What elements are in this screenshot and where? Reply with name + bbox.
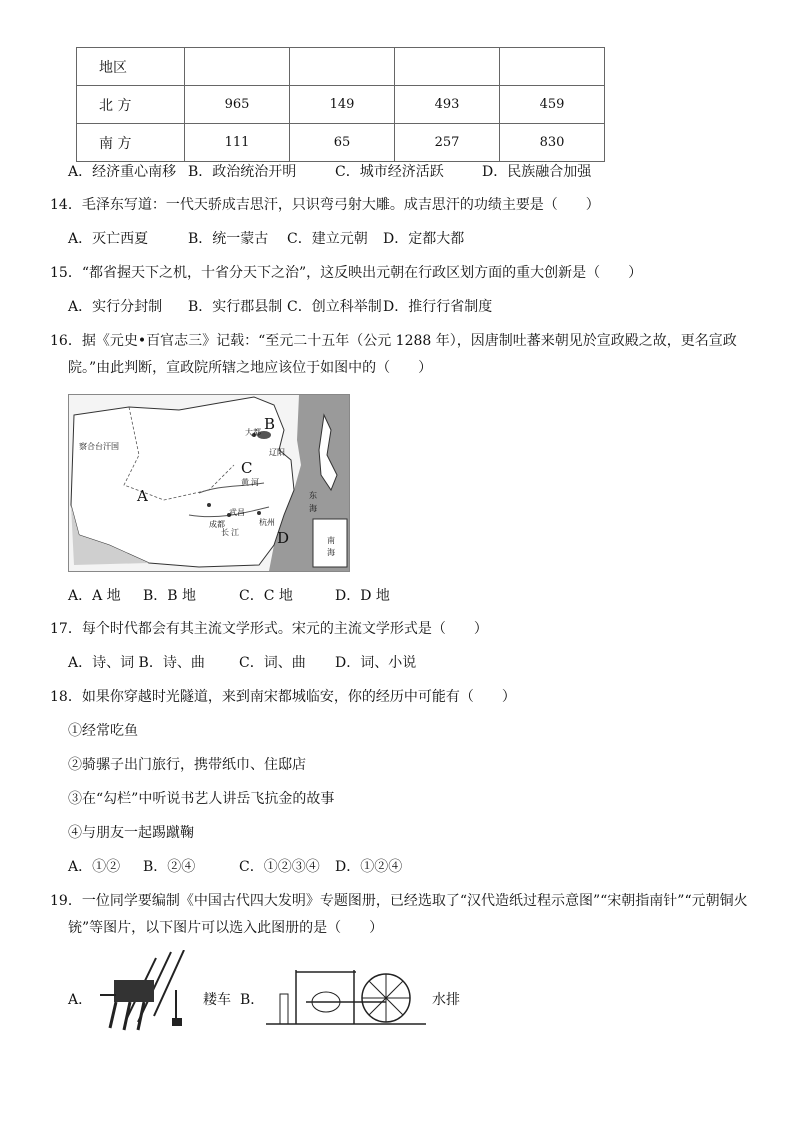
map-label-jiang: 江 xyxy=(231,528,239,537)
table-cell: 65 xyxy=(290,124,395,162)
q19-caption-b: 水排 xyxy=(432,992,460,1008)
map-label-chagatai: 察合台汗国 xyxy=(79,442,119,451)
map-label-chang: 长 xyxy=(221,528,229,537)
q16-option-a[interactable]: A．A 地 xyxy=(68,588,121,604)
q18-item-4: ④与朋友一起踢蹴鞠 xyxy=(68,825,194,841)
q14-option-c[interactable]: C．建立元朝 xyxy=(287,231,368,247)
q17-stem: 17．每个时代都会有其主流文学形式。宋元的主流文学形式是（ ） xyxy=(50,621,488,637)
q18-item-2: ②骑骡子出门旅行，携带纸巾、住邸店 xyxy=(68,757,306,773)
table-cell: 149 xyxy=(290,86,395,124)
map-label-hangzhou: 杭州 xyxy=(259,518,275,527)
yuan-dynasty-map xyxy=(68,394,350,572)
map-label-dong: 东 xyxy=(309,491,317,500)
table-row-label: 南 方 xyxy=(77,124,185,162)
q16-option-b[interactable]: B．B 地 xyxy=(143,588,197,604)
table-cell xyxy=(185,48,290,86)
q18-option-d[interactable]: D．①②④ xyxy=(335,859,403,875)
seed-drill-image xyxy=(96,950,200,1034)
data-table xyxy=(76,47,605,162)
map-label-huang: 黄 xyxy=(241,478,249,487)
q13-option-a[interactable]: A．经济重心南移 xyxy=(68,164,177,180)
q15-option-d[interactable]: D．推行行省制度 xyxy=(383,299,493,315)
q13-option-d[interactable]: D．民族融合加强 xyxy=(482,164,592,180)
map-label-dadu: 大都 xyxy=(245,428,261,437)
q19-stem-line1: 19．一位同学要编制《中国古代四大发明》专题图册，已经选取了“汉代造纸过程示意图”“宋朝指南针”“元朝铜火 xyxy=(50,893,748,909)
map-label-hai2: 海 xyxy=(327,548,335,557)
q18-option-a[interactable]: A．①② xyxy=(68,859,121,875)
q16-stem-line1: 16．据《元史•百官志三》记载：“至元二十五年（公元 1288 年），因唐制吐蕃来朝见於宣政殿之故，更名宣政 xyxy=(50,333,737,349)
table-row xyxy=(77,124,605,162)
q16-option-c[interactable]: C．C 地 xyxy=(239,588,293,604)
q16-stem-line2: 院。”由此判断，宣政院所辖之地应该位于如图中的（ ） xyxy=(68,360,433,376)
q15-stem: 15．“都省握天下之机，十省分天下之治”，这反映出元朝在行政区划方面的重大创新是（ ） xyxy=(50,265,643,281)
table-cell: 257 xyxy=(395,124,500,162)
table-cell xyxy=(395,48,500,86)
q18-stem: 18．如果你穿越时光隧道，来到南宋都城临安，你的经历中可能有（ ） xyxy=(50,689,516,705)
table-cell: 830 xyxy=(500,124,605,162)
map-label-he: 河 xyxy=(251,478,259,487)
q15-option-a[interactable]: A．实行分封制 xyxy=(68,299,163,315)
table-cell: 459 xyxy=(500,86,605,124)
table-header-row xyxy=(77,48,605,86)
map-drawing xyxy=(69,395,349,571)
q16-option-d[interactable]: D．D 地 xyxy=(335,588,390,604)
q17-option-d[interactable]: D．词、小说 xyxy=(335,655,417,671)
table-header-cell: 地区 xyxy=(77,48,185,86)
table-cell: 111 xyxy=(185,124,290,162)
map-label-c: C xyxy=(241,459,253,477)
table-row xyxy=(77,86,605,124)
q17-option-c[interactable]: C．词、曲 xyxy=(239,655,306,671)
q14-option-a[interactable]: A．灭亡西夏 xyxy=(68,231,149,247)
map-label-chengdu: 成都 xyxy=(209,520,225,529)
q14-option-d[interactable]: D．定都大都 xyxy=(383,231,465,247)
q19-caption-a: 耧车 xyxy=(203,992,231,1008)
q18-option-b[interactable]: B．②④ xyxy=(143,859,196,875)
table-cell xyxy=(500,48,605,86)
q17-option-ab[interactable]: A．诗、词 B．诗、曲 xyxy=(68,655,205,671)
q14-option-b[interactable]: B．统一蒙古 xyxy=(188,231,269,247)
q15-option-c[interactable]: C．创立科举制 xyxy=(287,299,382,315)
q14-stem: 14．毛泽东写道：一代天骄成吉思汗，只识弯弓射大雕。成吉思汗的功绩主要是（ ） xyxy=(50,197,600,213)
table-cell: 965 xyxy=(185,86,290,124)
map-label-wuchang: 武昌 xyxy=(229,508,245,517)
q13-option-b[interactable]: B．政治统治开明 xyxy=(188,164,297,180)
water-bellows-image xyxy=(266,960,426,1030)
map-label-hai: 海 xyxy=(309,504,317,513)
q18-item-1: ①经常吃鱼 xyxy=(68,723,138,739)
map-label-b: B xyxy=(264,415,276,433)
map-label-a: A xyxy=(137,487,148,505)
table-row-label: 北 方 xyxy=(77,86,185,124)
q18-option-c[interactable]: C．①②③④ xyxy=(239,859,320,875)
map-label-liaoyang: 辽阳 xyxy=(269,448,285,457)
table-cell xyxy=(290,48,395,86)
q13-option-c[interactable]: C．城市经济活跃 xyxy=(335,164,444,180)
q19-stem-line2: 铳”等图片，以下图片可以选入此图册的是（ ） xyxy=(68,920,384,936)
q19-option-a[interactable]: A． xyxy=(68,992,93,1008)
table-cell: 493 xyxy=(395,86,500,124)
q19-option-b[interactable]: B． xyxy=(240,992,265,1008)
map-label-nan: 南 xyxy=(327,536,335,545)
map-label-d: D xyxy=(277,529,290,547)
q15-option-b[interactable]: B．实行郡县制 xyxy=(188,299,283,315)
q18-item-3: ③在“勾栏”中听说书艺人讲岳飞抗金的故事 xyxy=(68,791,335,807)
